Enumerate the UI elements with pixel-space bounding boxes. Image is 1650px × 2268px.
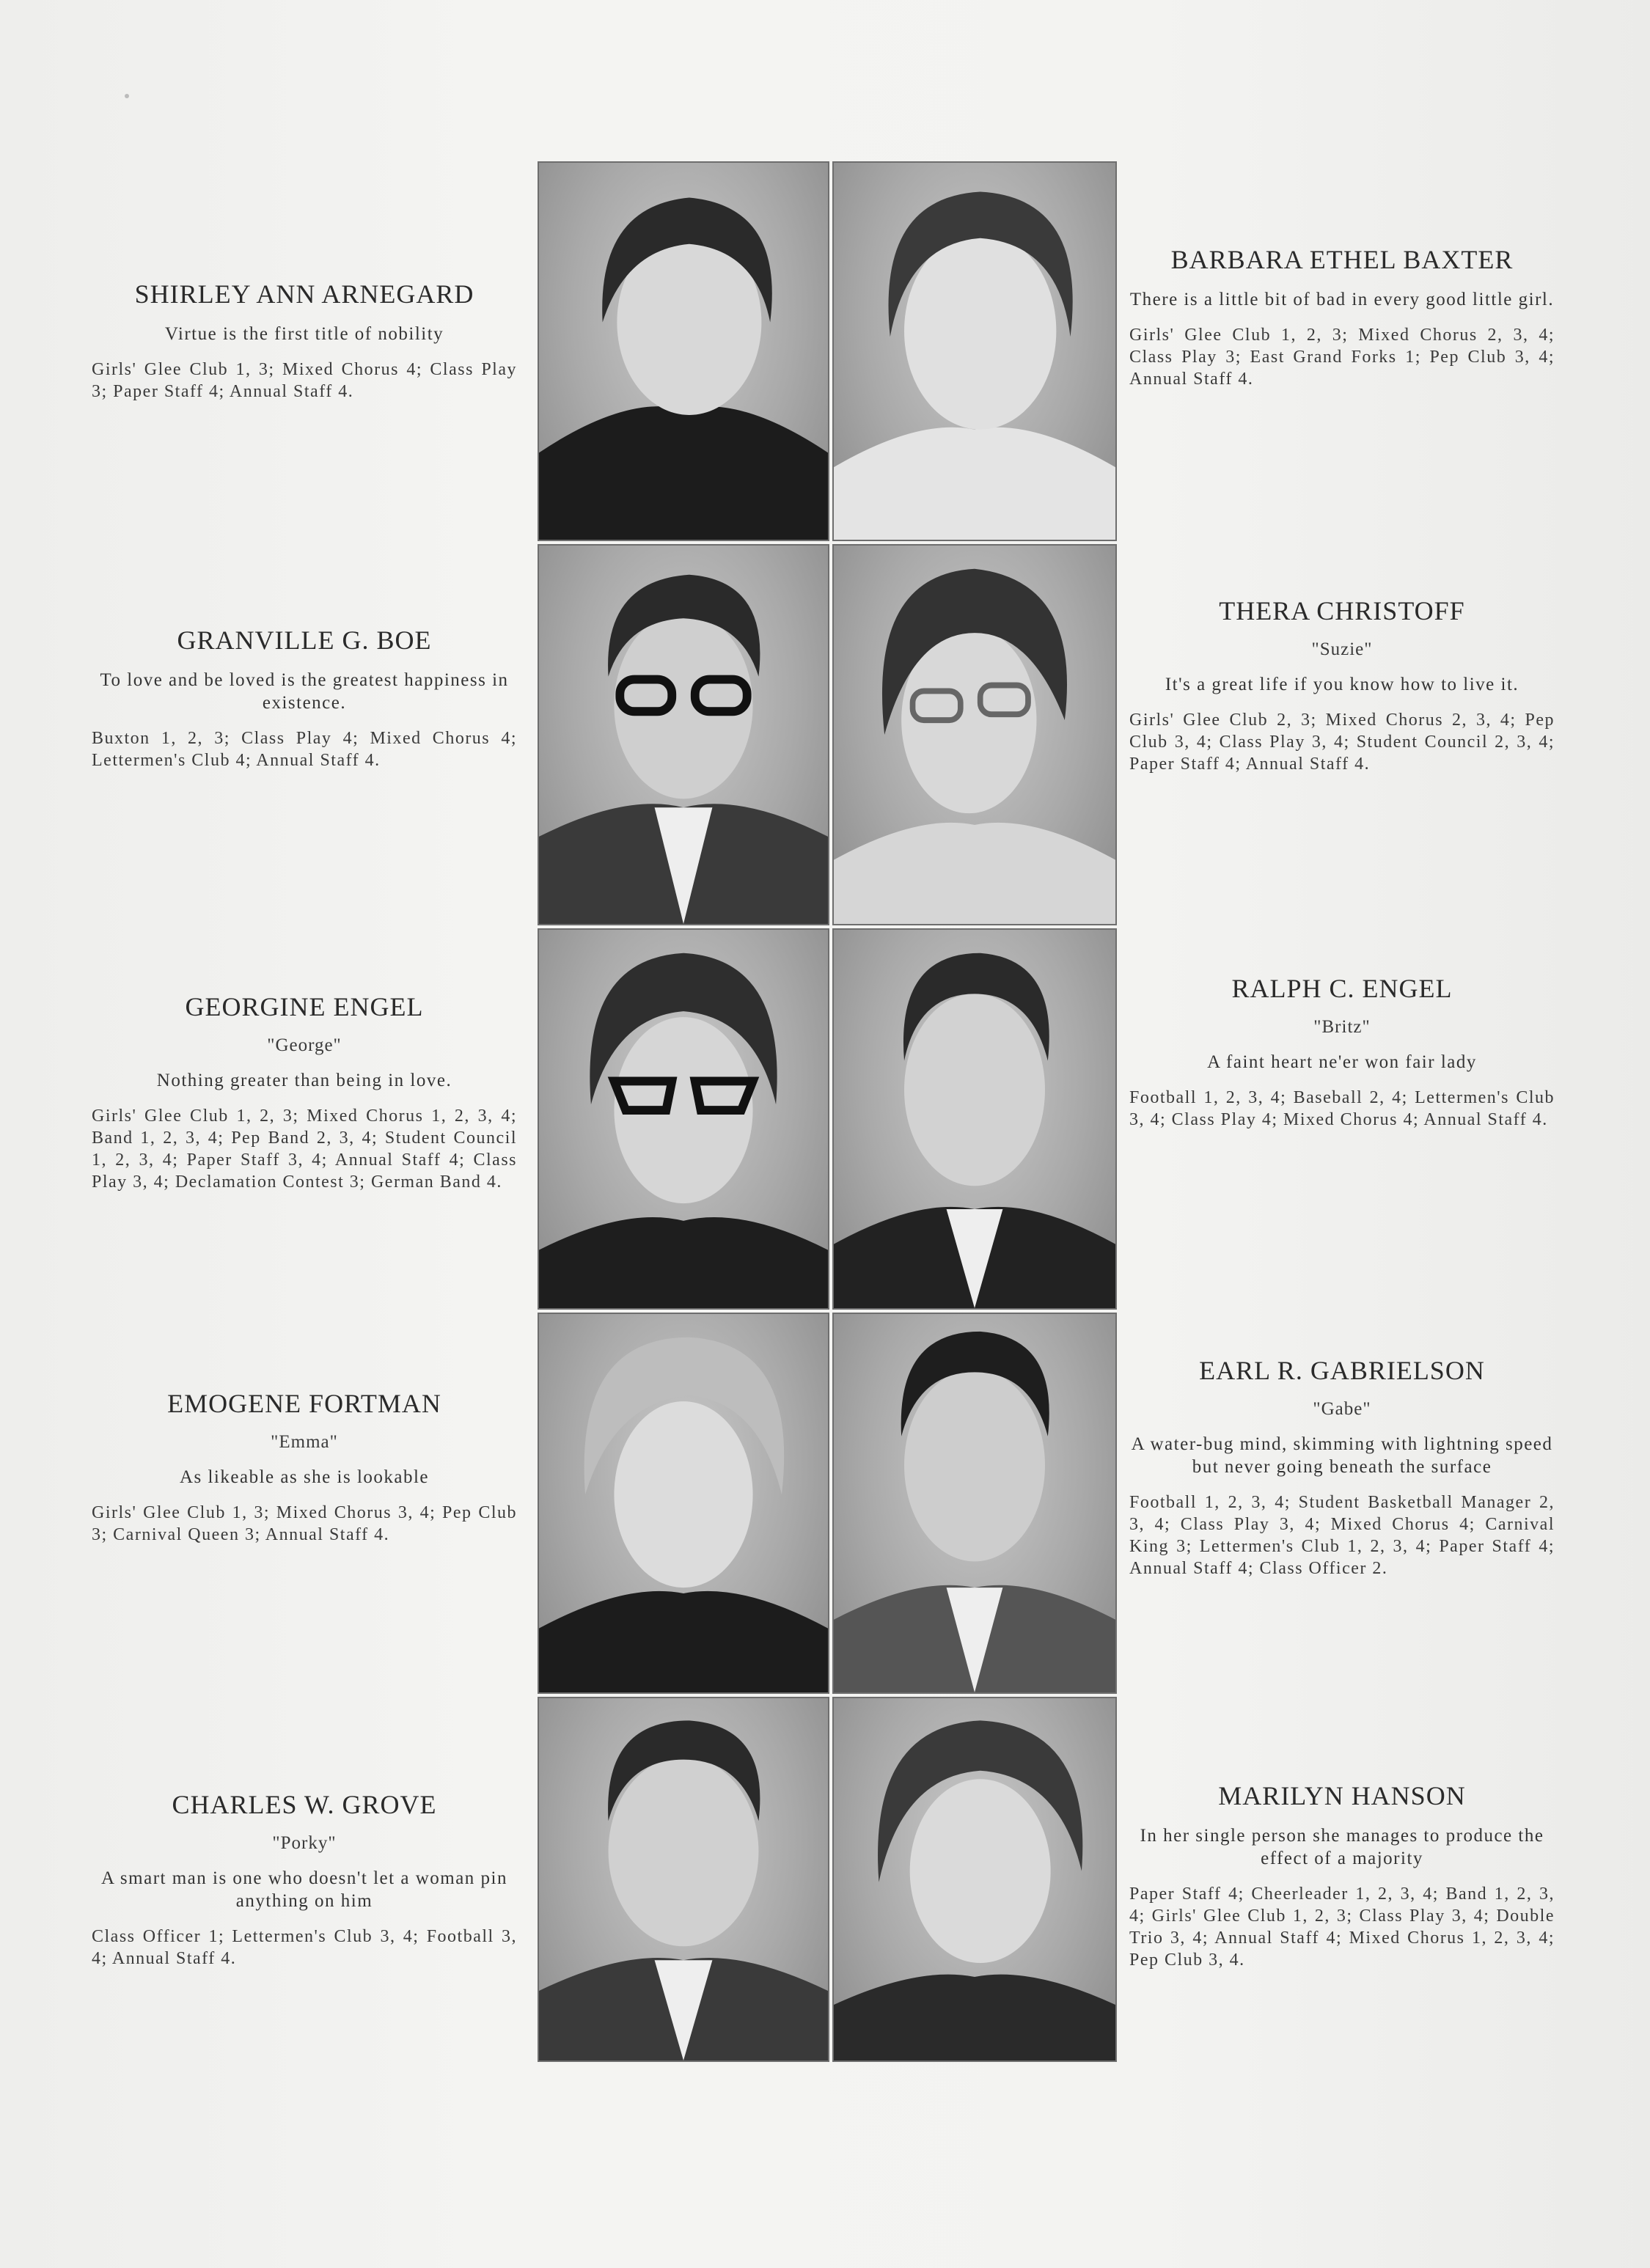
portrait-ralph-engel	[832, 928, 1117, 1310]
student-activities: Football 1, 2, 3, 4; Student Basketball Manager 2, 3, 4; Class Play 3, 4; Mixed Chorus 4; Carnival King 3; Lettermen's Club 1, 2, 3, 4; Paper Staff 4; Annual Staff 4; Class Officer 2.	[1129, 1493, 1555, 1578]
student-motto: In her single person she manages to produce the effect of a majority	[1140, 1826, 1544, 1868]
student-name: BARBARA ETHEL BAXTER	[1170, 245, 1514, 274]
student-nickname: "Suzie"	[1311, 639, 1373, 659]
student-motto: There is a little bit of bad in every good little girl.	[1129, 290, 1555, 309]
bio-baxter	[1129, 244, 1555, 390]
bio-boe	[92, 625, 517, 771]
student-name: MARILYN HANSON	[1218, 1781, 1466, 1810]
student-nickname: "George"	[267, 1035, 342, 1055]
bio-ralph-engel	[1129, 973, 1555, 1131]
student-nickname: "Britz"	[1313, 1017, 1371, 1037]
bio-arnegard	[92, 279, 517, 403]
student-name: THERA CHRISTOFF	[1219, 596, 1465, 625]
bio-gabrielson	[1129, 1355, 1555, 1579]
student-activities: Girls' Glee Club 1, 2, 3; Mixed Chorus 2, 3, 4; Class Play 3; East Grand Forks 1; Pep Club 3, 4; Annual Staff 4.	[1129, 326, 1555, 389]
student-motto: A smart man is one who doesn't let a woman pin anything on him	[101, 1868, 507, 1911]
student-motto: To love and be loved is the greatest happiness in existence.	[100, 670, 509, 713]
speck-mark	[125, 94, 129, 98]
student-name: CHARLES W. GROVE	[172, 1790, 437, 1819]
student-name: EARL R. GABRIELSON	[1199, 1356, 1485, 1385]
student-name: RALPH C. ENGEL	[1231, 974, 1453, 1003]
student-activities: Girls' Glee Club 1, 3; Mixed Chorus 4; Class Play 3; Paper Staff 4; Annual Staff 4.	[92, 360, 517, 401]
portrait-fortman	[538, 1313, 829, 1694]
bio-hanson	[1129, 1780, 1555, 1971]
bio-fortman	[92, 1388, 517, 1546]
student-motto: Nothing greater than being in love.	[156, 1071, 452, 1090]
student-motto: A faint heart ne'er won fair lady	[1207, 1052, 1477, 1072]
student-nickname: "Porky"	[272, 1833, 337, 1853]
student-name: GEORGINE ENGEL	[185, 992, 424, 1021]
bio-christoff	[1129, 595, 1555, 775]
student-activities: Football 1, 2, 3, 4; Baseball 2, 4; Lettermen's Club 3, 4; Class Play 4; Mixed Chorus 4; Annual Staff 4.	[1129, 1088, 1555, 1129]
student-motto: Virtue is the first title of nobility	[164, 324, 444, 344]
portrait-baxter	[832, 161, 1117, 541]
portrait-hanson	[832, 1697, 1117, 2062]
portrait-grid	[538, 161, 1117, 2062]
student-nickname: "Gabe"	[1313, 1399, 1371, 1419]
bio-grove	[92, 1789, 517, 1970]
student-name: GRANVILLE G. BOE	[177, 625, 432, 655]
bio-georgine-engel	[92, 991, 517, 1193]
portrait-grove	[538, 1697, 829, 2062]
student-activities: Girls' Glee Club 2, 3; Mixed Chorus 2, 3, 4; Pep Club 3, 4; Class Play 3, 4; Student Council 2, 3, 4; Paper Staff 4; Annual Staff 4.	[1129, 711, 1555, 774]
student-motto: As likeable as she is lookable	[179, 1467, 430, 1487]
student-activities: Class Officer 1; Lettermen's Club 3, 4; Football 3, 4; Annual Staff 4.	[92, 1927, 517, 1968]
student-activities: Girls' Glee Club 1, 3; Mixed Chorus 3, 4; Pep Club 3; Carnival Queen 3; Annual Staff 4.	[92, 1503, 517, 1544]
portrait-christoff	[832, 544, 1117, 925]
portrait-arnegard	[538, 161, 829, 541]
student-name: SHIRLEY ANN ARNEGARD	[134, 279, 474, 309]
student-motto: A water-bug mind, skimming with lightning speed but never going beneath the surface	[1131, 1434, 1553, 1477]
portrait-gabrielson	[832, 1313, 1117, 1694]
student-name: EMOGENE FORTMAN	[167, 1389, 441, 1418]
student-activities: Buxton 1, 2, 3; Class Play 4; Mixed Chorus 4; Lettermen's Club 4; Annual Staff 4.	[92, 729, 517, 770]
student-activities: Girls' Glee Club 1, 2, 3; Mixed Chorus 1, 2, 3, 4; Band 1, 2, 3, 4; Pep Band 2, 3, 4; Student Council 1, 2, 3, 4; Paper Staff 3, 4; Annual Staff 4; Class Play 3, 4; Declamation Contest 3; German Band 4.	[92, 1107, 517, 1192]
student-motto: It's a great life if you know how to live it.	[1165, 675, 1519, 694]
portrait-georgine-engel	[538, 928, 829, 1310]
portrait-boe	[538, 544, 829, 925]
student-activities: Paper Staff 4; Cheerleader 1, 2, 3, 4; Band 1, 2, 3, 4; Girls' Glee Club 1, 2, 3; Class Play 3, 4; Double Trio 3, 4; Annual Staff 4; Mixed Chorus 1, 2, 3, 4; Pep Club 3, 4.	[1129, 1885, 1555, 1970]
student-nickname: "Emma"	[271, 1432, 338, 1452]
